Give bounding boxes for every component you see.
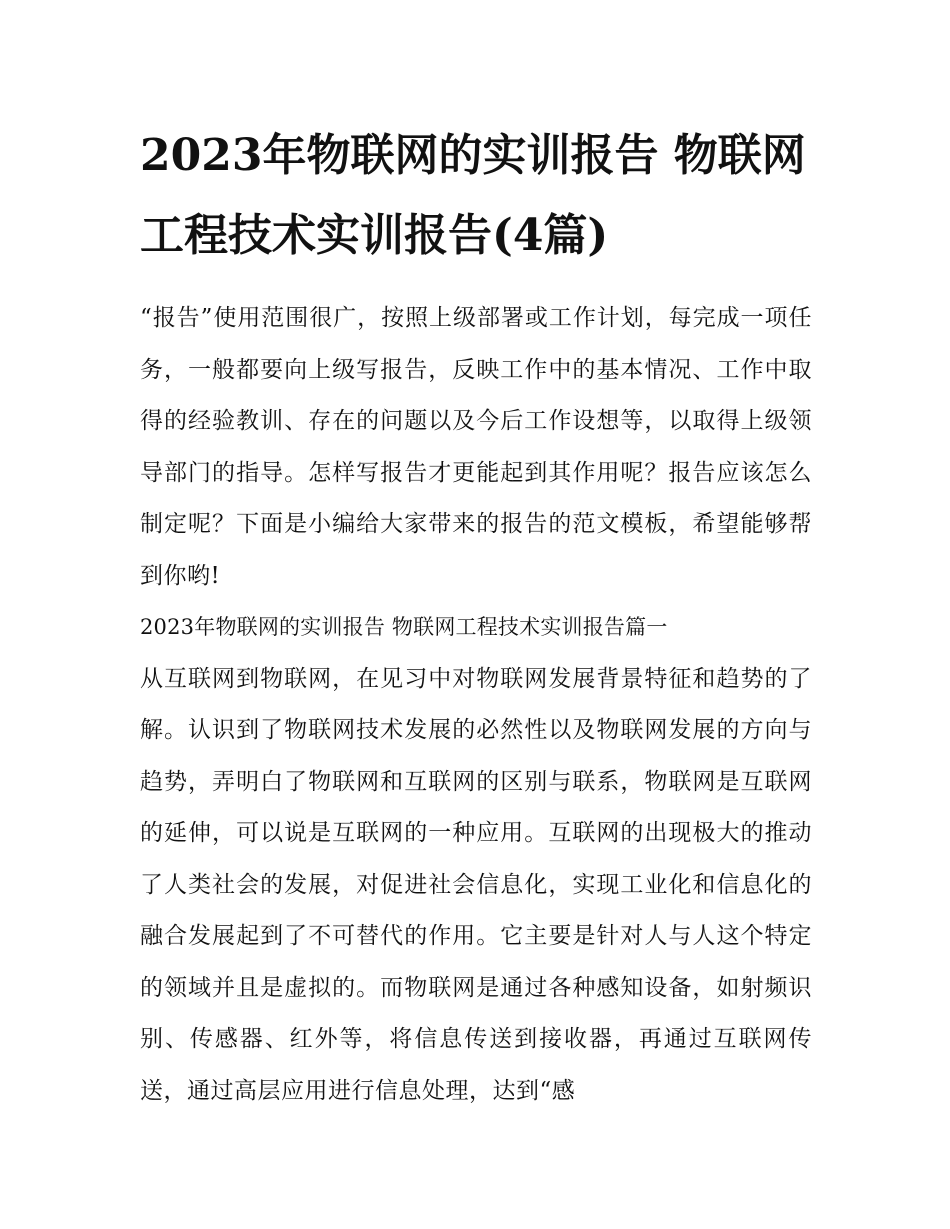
body-paragraph: 从互联网到物联网，在见习中对物联网发展背景特征和趋势的了解。认识到了物联网技术发展的必然性以及物联网发展的方向与趋势，弄明白了物联网和互联网的区别与联系，物联网是互联网的延伸，可以说是互联网的一种应用。互联网的出现极大的推动了人类社会的发展，对促进社会信息化，实现工业化和信息化的融合发展起到了不可替代的作用。它主要是针对人与人这个特定的领域并且是虚拟的。而物联网是通过各种感知设备，如射频识别、传感器、红外等，将信息传送到接收器，再通过互联网传送，通过高层应用进行信息处理，达到“感 [140,665,812,1104]
document-title: 2023年物联网的实训报告 物联网工程技术实训报告(4篇) [140,130,806,261]
intro-paragraph: “报告”使用范围很广，按照上级部署或工作计划，每完成一项任务，一般都要向上级写报告，反映工作中的基本情况、工作中取得的经验教训、存在的问题以及今后工作设想等，以取得上级领导部门的指导。怎样写报告才更能起到其作用呢？报告应该怎么制定呢？下面是小编给大家带来的报告的范文模板，希望能够帮到你哟! [140,305,812,589]
document-page [140,116,812,1117]
section-heading: 2023年物联网的实训报告 物联网工程技术实训报告篇一 [140,615,668,639]
